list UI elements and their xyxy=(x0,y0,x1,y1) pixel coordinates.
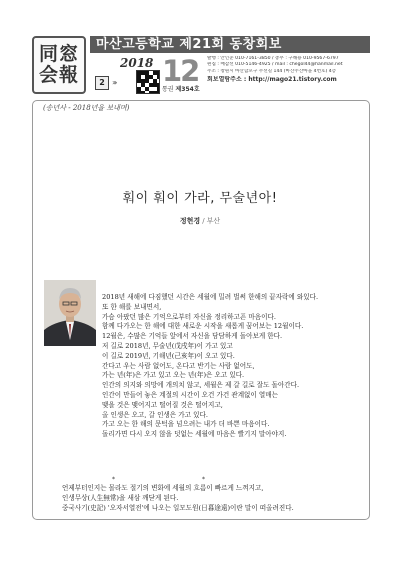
body-line: 함께 다가오는 한 해에 대한 새로운 시작을 새롭게 꿈어보는 12월이다. xyxy=(102,322,304,331)
qr-cell xyxy=(141,91,145,94)
article-closing xyxy=(62,484,362,513)
volume-badge: 2 xyxy=(95,76,109,90)
body-line: 이 길로 2019년, 기해년(己亥年)이 오고 있다. xyxy=(102,351,235,360)
newsletter-header xyxy=(32,36,370,96)
qr-cell xyxy=(157,75,160,79)
article-category-note: (송년사 - 2018년을 보내며) xyxy=(43,104,130,112)
body-line: 인간이 만들어 놓은 계절의 시간이 오건 가건 관계없이 열매는 xyxy=(102,390,279,399)
author-photo xyxy=(44,280,96,346)
issue-total-number: 제354호 xyxy=(175,86,200,93)
qr-cell xyxy=(157,91,160,94)
body-line: 2018년 새해에 다짐했던 시간은 세월에 밀려 벌써 한해의 끝자락에 와있다. xyxy=(102,293,319,301)
qr-code-icon[interactable] xyxy=(136,70,160,94)
body-line: 간다고 우는 사람 없어도, 온다고 반기는 사람 없어도, xyxy=(102,361,255,370)
newsletter-title: 마산고등학교 제21회 동창회보 xyxy=(90,36,370,53)
issue-total xyxy=(162,84,200,93)
alumni-logo xyxy=(32,36,86,94)
body-line: 올 인생은 오고, 갈 인생은 가고 있다. xyxy=(102,410,208,419)
body-line: 가슴 아팠던 많은 기억으로부터 자신을 정리하고픈 마음이다. xyxy=(102,312,276,321)
separator-star-right: * xyxy=(202,476,205,483)
closing-line: 중국사기(史記) '오자서열전'에 나오는 일모도원(日暮途遠)이란 말이 떠올려진다. xyxy=(62,503,294,512)
body-line: 돌리가면 다시 오지 않을 덧없는 세월에 마음은 빨기지 말아야지. xyxy=(102,430,287,439)
article-byline: 정현경 / 부산 xyxy=(179,217,221,225)
logo-line-bottom: 会報 xyxy=(38,64,79,86)
body-line: 가고 오는 한 해의 문턱을 넘으려는 내가 더 바쁜 마음이다. xyxy=(102,420,270,429)
article-headline: 훠이 훠이 가라, 무술년아! xyxy=(122,191,278,206)
author-name: 정현경 xyxy=(179,217,201,225)
author-place: 부산 xyxy=(206,217,221,225)
body-line: 가는 년(年)은 가고 있고 오는 년(年)은 오고 있다. xyxy=(102,371,245,380)
body-line: 맺을 것은 맺어지고 떨어질 것은 떨어지고, xyxy=(102,400,223,409)
issue-month-number: 12 xyxy=(162,54,199,88)
newsletter-url-link[interactable]: http://mago21.tistory.com xyxy=(248,76,337,84)
info-url-label: 회보열람주소 : xyxy=(207,76,249,84)
body-line: 인간의 의지와 의망에 개의치 않고, 세월은 제 갈 길로 잘도 돌아간다. xyxy=(102,381,300,390)
logo-line-top: 同窓 xyxy=(38,43,79,65)
info-address: 주소 : 창원시 마산합포구 주선길 144 (마산주산마을 4번호) 4층 xyxy=(207,68,337,74)
info-editor: 편집 : 배갑선 010-5146-4925 / mail : chegol44@hanmail.net xyxy=(207,62,343,68)
issue-prefix: 통권 xyxy=(162,86,174,93)
article-body xyxy=(102,293,362,440)
separator-star-left: * xyxy=(112,476,115,483)
info-url-row xyxy=(207,76,372,83)
body-line: 12월은, 수많은 기억들 앞에서 자신을 담담하게 돌아보게 한다. xyxy=(102,332,283,341)
publisher-info xyxy=(207,56,372,83)
chevron-decoration-icon: ››› xyxy=(112,78,116,87)
closing-line: 인생무상(人生無常)을 새삼 깨닫게 된다. xyxy=(62,493,179,502)
issue-year: 2018 xyxy=(120,56,154,70)
body-line: 저 길로 2018년, 무술년(戊戌年)이 가고 있고 xyxy=(102,341,233,350)
closing-line: 언제부터인지는 몰라도 절기의 변화에 세월의 흐름이 빠르게 느껴지고, xyxy=(62,484,264,492)
info-publisher: 발행 : 안인준 010-7161-3850 / 총무 : 구해용 010-9567-6797 xyxy=(207,56,339,61)
body-line: 또 한 해를 보내면서, xyxy=(102,302,162,311)
